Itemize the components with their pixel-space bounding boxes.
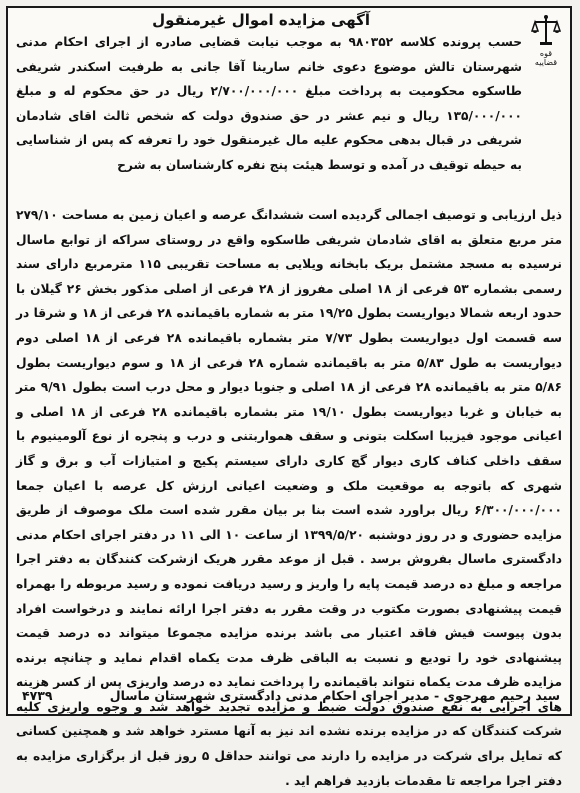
notice-title: آگهی مزایده اموال غیرمنقول [152, 11, 370, 29]
notice-paragraph-body: ذیل ارزیابی و توصیف اجمالی گردیده است ششدانگ عرصه و اعیان زمین به مساحت ۲۷۹/۱۰ متر مربع متعلق به اقای شادمان شریفی طاسکوه واقع در روستای سراکه از توابع ماسال نرسیده به مسجد مشتمل بریک بابخانه ویلایی به مساحت تقریبی ۱۱۵ مترمربع دارای سند رسمی بشماره ۵۳ فرعی از ۱۸ اصلی مفروز از ۲۸ فرعی از اصلی مذکور بخش ۲۶ گیلان با حدود اربعه شمالا دیواریست بطول ۱۹/۲۵ متر به شماره باقیمانده ۲۸ فرعی از ۱۸ و شرقا در سه قسمت اول دیواریست بطول ۷/۷۳ متر بشماره باقیمانده ۲۸ فرعی از ۱۸ اصلی دوم دیواریست به طول ۵/۸۳ متر به باقیمانده شماره ۲۸ فرعی از ۱۸ و سوم دیواریست بطول ۵/۸۶ متر به باقیمانده ۲۸ فرعی از ۱۸ اصلی و جنوبا دیوار و محل درب است بطول ۹/۹۱ متر به خیابان و غربا دیواریست بطول ۱۹/۱۰ متر بشماره باقیمانده ۲۸ فرعی از ۱۸ اصلی و اعیانی موجود فیزیبا اسکلت بتونی و سقف همواربتنی و درب و پنجره از نوع آلومینیوم با سقف داخلی کناف کاری دیوار گچ کاری دارای سیستم پکیج و امتیازات آب و برق و گاز شهری که باتوجه به موقعیت ملک و وضعیت اعیانی ارزش کل عرصه با اعیان جمعا ۶/۳۰۰/۰۰۰/۰۰۰ ریال براورد شده است بنا بر بیان مقرر شده است ملک موصوف از طریق مزایده حضوری و در روز دوشنبه ۱۳۹۹/۵/۲۰ از ساعت ۱۰ الی ۱۱ در دفتر اجرای احکام مدنی دادگستری ماسال بفروش برسد . قبل از موعد مقرر هریک ازشرکت کنندگان به دفتر اجرا مراجعه و مبلغ ده درصد قیمت پایه را واریز و رسید دریافت نموده و رسید مربوطه را بهمراه قیمت پیشنهادی بصورت مکتوب در وقت مقرر به دفتر اجرا ارائه نمایند و درخواست افراد بدون پیوست فیش فاقد اعتبار می باشد برنده مزایده مجموعا میتواند ده درصد قیمت پیشنهادی خود را تودیع و نسبت به الباقی ظرف مدت یکماه اقدام نماید و چنانچه برنده مزایده ظرف مدت یکماه نتواند باقیمانده را پرداخت نماید ده درصد واریزی پس از کسر هزینه های اجرایی به نفع صندوق دولت ضبط و مزایده تجدید خواهد شد و وجوه واریزی کلیه شرکت کنندگان که در مزایده برنده نشده اند نیز به آنها مسترد خواهد شد و همچنین کسانی که تمایل برای شرکت در مزایده را دارند می توانند حداقل ۵ روز قبل از برگزاری مزایده به دفتر اجرا مراجعه تا مقدمات بازدید فراهم اید . [16, 208, 563, 788]
notice-paragraph-top: حسب پرونده کلاسه ۹۸۰۳۵۲ به موجب نیابت قضایی صادره از اجرای احکام مدنی شهرستان تالش موضوع دعوی خانم سارینا آقا جانی به طرفیت اسکندر شریفی طاسکوه محکومیت به پرداخت مبلغ ۲/۷۰۰/۰۰۰/۰۰۰ ریال در حق محکوم له و مبلغ ۱۳۵/۰۰۰/۰۰۰ ریال و نیم عشر در حق صندوق دولت که شخص ثالث اقای شادمان شریفی در قبال بدهی محکوم علیه مال غیرمنقول خود را تعرفه که پس از شناسایی به حیطه توقیف در آمده و توسط هیئت پنج نفره کارشناسان به شرح [16, 35, 523, 172]
notice-page [6, 6, 572, 788]
notice-code: ۴۷۳۹ [22, 688, 53, 703]
judiciary-emblem [528, 14, 564, 68]
scales-of-justice-icon [531, 14, 561, 48]
signature-line: سید رحیم مهرجوی - مدیر اجرای احکام مدنی دادگستری شهرستان ماسال [109, 688, 560, 703]
emblem-label: قوه قضاییه [534, 49, 558, 67]
notice-footer [16, 686, 562, 708]
